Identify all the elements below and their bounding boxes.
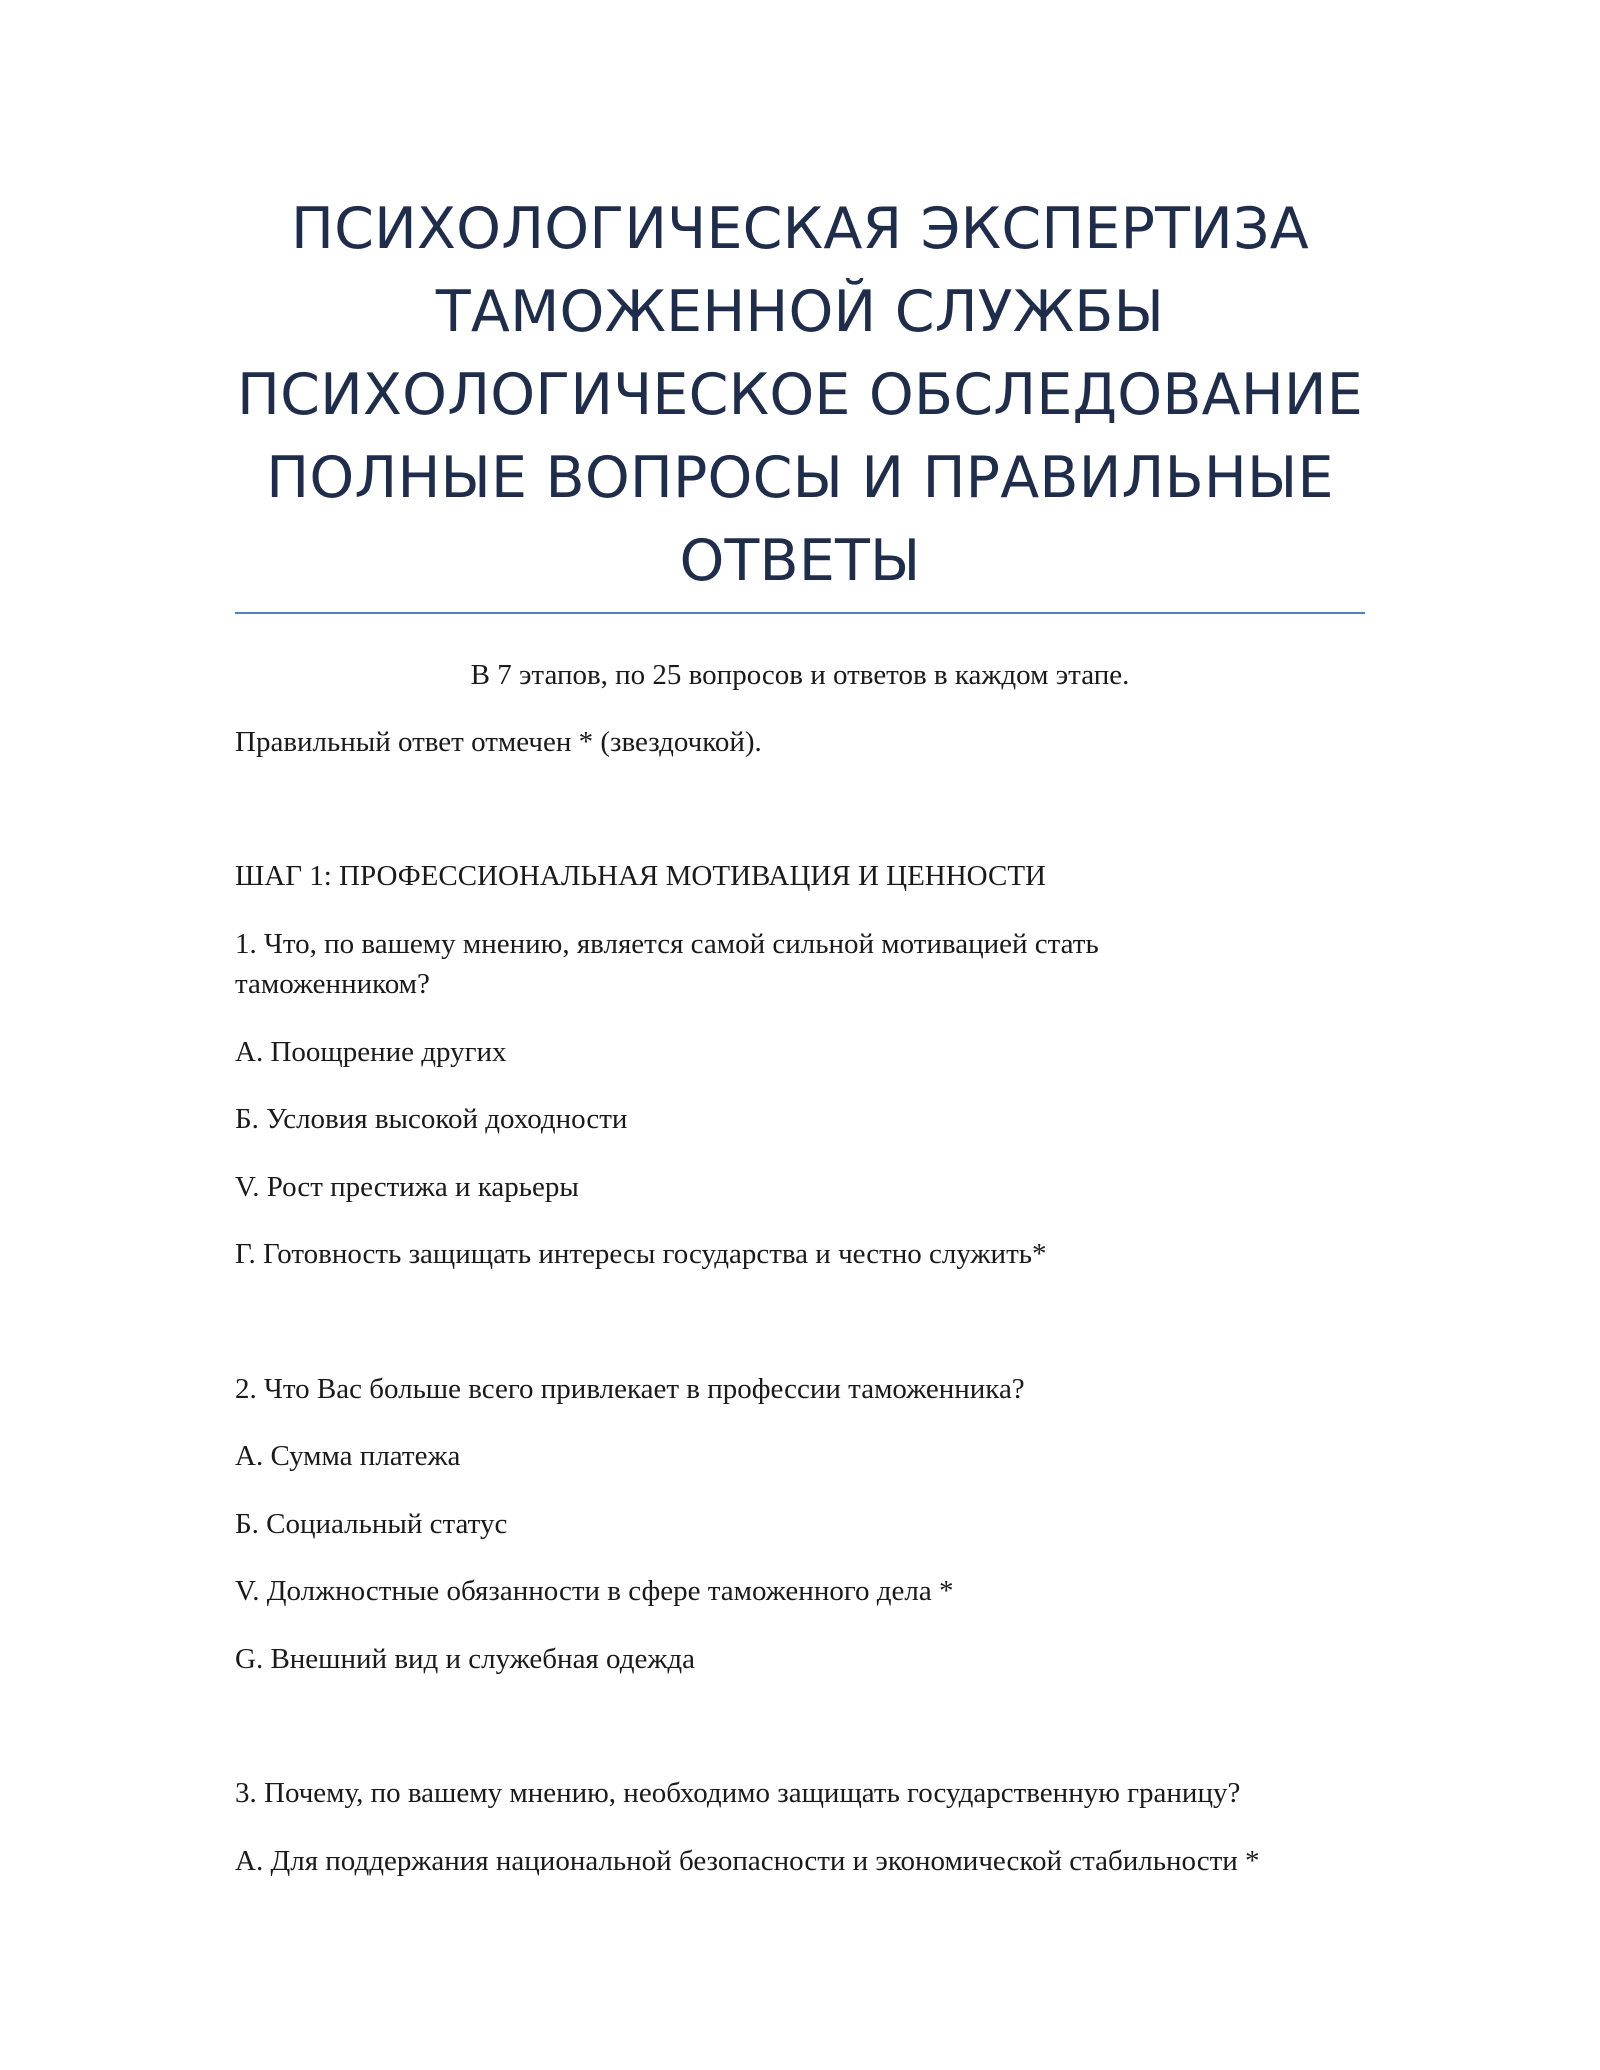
question-1-line-1: 1. Что, по вашему мнению, является самой сильной мотивацией стать	[235, 928, 1099, 960]
question-1-line-2: таможенником?	[235, 968, 430, 1000]
title-divider	[235, 612, 1365, 614]
document-title	[235, 188, 1365, 603]
step-heading: ШАГ 1: ПРОФЕССИОНАЛЬНАЯ МОТИВАЦИЯ И ЦЕННОСТИ	[235, 860, 1046, 892]
title-line-3: ПСИХОЛОГИЧЕСКОЕ ОБСЛЕДОВАНИЕ	[237, 362, 1363, 428]
title-line-4: ПОЛНЫЕ ВОПРОСЫ И ПРАВИЛЬНЫЕ	[266, 445, 1334, 511]
question-2: 2. Что Вас больше всего привлекает в профессии таможенника?	[235, 1373, 1025, 1405]
answer-2b: Б. Социальный статус	[235, 1508, 508, 1540]
answer-2c: V. Должностные обязанности в сфере таможенного дела *	[235, 1575, 954, 1607]
answer-1d: Г. Готовность защищать интересы государства и честно служить*	[235, 1238, 1047, 1270]
title-line-5: ОТВЕТЫ	[679, 528, 921, 594]
intro-paragraph: В 7 этапов, по 25 вопросов и ответов в каждом этапе.	[470, 659, 1130, 691]
note-paragraph: Правильный ответ отмечен * (звездочкой).	[235, 726, 762, 758]
answer-2a: А. Сумма платежа	[235, 1440, 461, 1472]
title-line-1: ПСИХОЛОГИЧЕСКАЯ ЭКСПЕРТИЗА	[291, 196, 1309, 262]
answer-2d: G. Внешний вид и служебная одежда	[235, 1643, 695, 1675]
answer-1a: А. Поощрение других	[235, 1036, 507, 1068]
answer-3a: А. Для поддержания национальной безопасности и экономической стабильности *	[235, 1845, 1260, 1877]
answer-1c: V. Рост престижа и карьеры	[235, 1171, 579, 1203]
answer-1b: Б. Условия высокой доходности	[235, 1103, 628, 1135]
question-3: 3. Почему, по вашему мнению, необходимо защищать государственную границу?	[235, 1777, 1241, 1809]
title-line-2: ТАМОЖЕННОЙ СЛУЖБЫ	[435, 279, 1165, 345]
